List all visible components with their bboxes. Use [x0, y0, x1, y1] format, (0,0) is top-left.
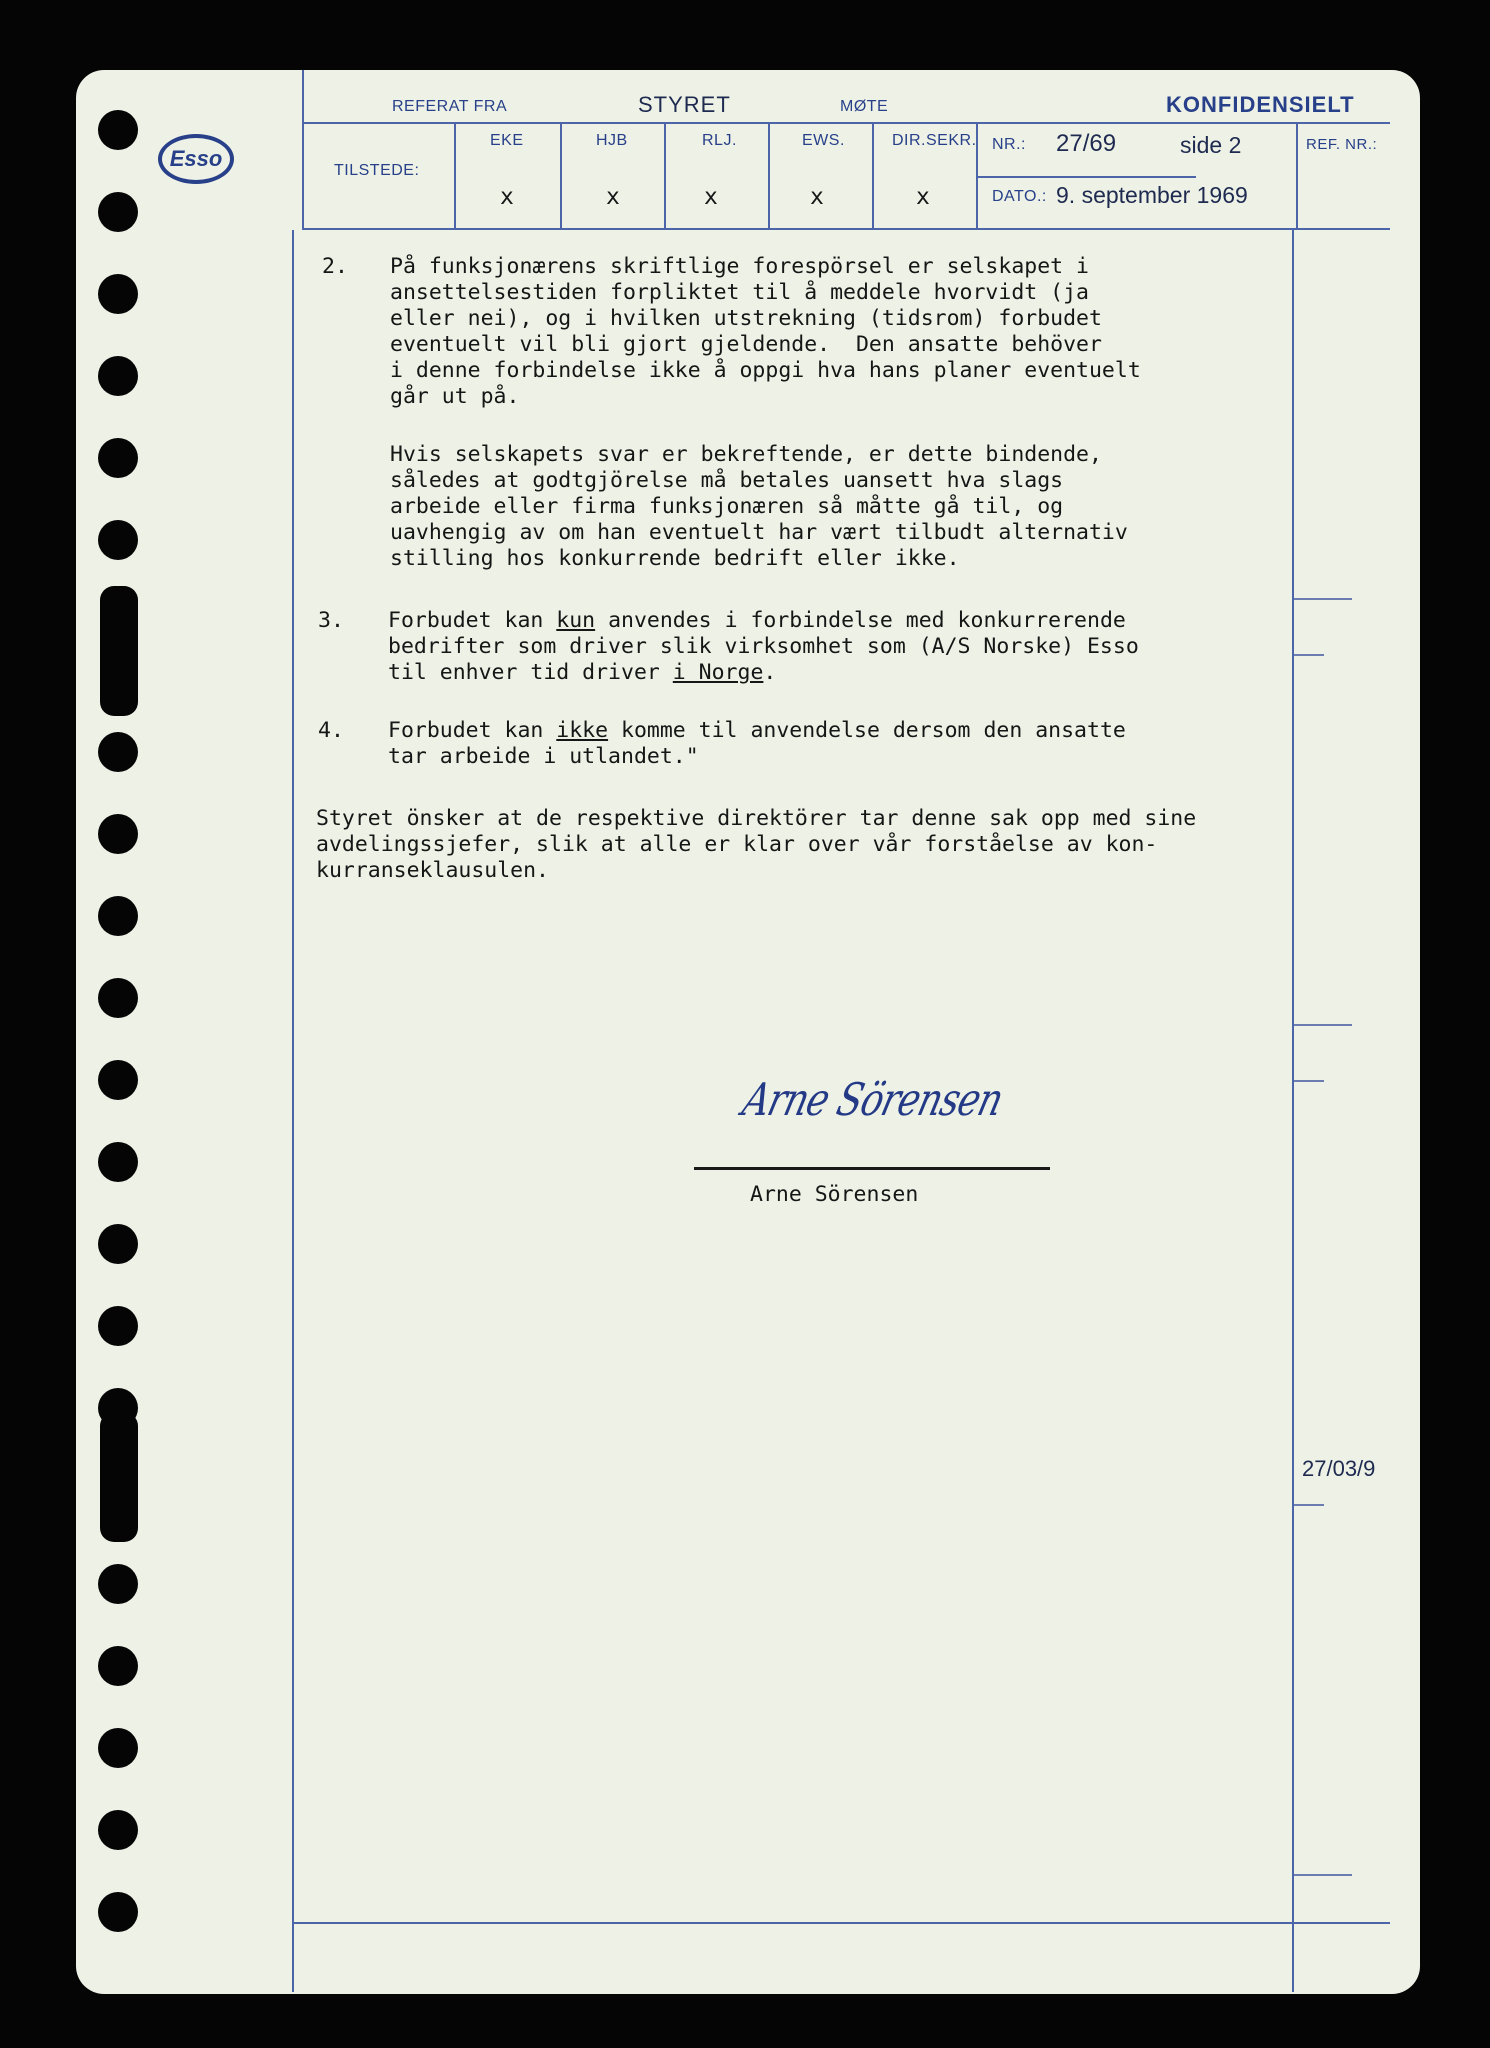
punch-hole-icon [98, 274, 138, 314]
punch-hole-icon [98, 1728, 138, 1768]
item-4-line-1: Forbudet kan ikke komme til anvendelse dersom den ansatte [388, 718, 1126, 743]
attendee-label: DIR.SEKR. [892, 132, 977, 149]
margin-note: 27/03/9 [1302, 1456, 1376, 1481]
punch-hole-icon [98, 1060, 138, 1100]
item-3-line-3: til enhver tid driver i Norge. [388, 660, 777, 685]
signer-name: Arne Sörensen [750, 1182, 919, 1207]
punch-hole-icon [98, 1306, 138, 1346]
punch-hole-icon [98, 732, 138, 772]
text-line: avdelingssjefer, slik at alle er klar over vår forståelse av kon- [316, 832, 1158, 857]
text-line: går ut på. [390, 384, 520, 409]
attendee-label: HJB [596, 132, 628, 149]
punch-slot-icon [100, 1412, 138, 1542]
attendee-mark: x [500, 184, 514, 210]
text-line: således at godtgjörelse må betales uansett hva slags [390, 468, 1064, 493]
text-line: uavhengig av om han eventuelt har vært tilbudt alternativ [390, 520, 1128, 545]
ref-nr-label: REF. NR.: [1306, 136, 1378, 153]
punch-hole-icon [98, 1142, 138, 1182]
punch-hole-icon [98, 520, 138, 560]
document-page [76, 70, 1420, 1994]
side-value: side 2 [1180, 132, 1242, 158]
item-4-line-2: tar arbeide i utlandet." [388, 744, 699, 769]
nr-value: 27/69 [1056, 130, 1117, 157]
item-2-number: 2. [322, 254, 348, 279]
item-3-number: 3. [318, 608, 344, 633]
nr-label: NR.: [992, 136, 1026, 153]
referat-fra-label: REFERAT FRA [392, 98, 508, 115]
attendee-mark: x [606, 184, 620, 210]
punch-slot-icon [100, 586, 138, 716]
text-line: arbeide eller firma funksjonæren så måtte gå til, og [390, 494, 1064, 519]
tilstede-label: TILSTEDE: [334, 162, 420, 179]
text-line: stilling hos konkurrende bedrift eller ikke. [390, 546, 960, 571]
attendee-label: EWS. [802, 132, 845, 149]
punch-hole-icon [98, 356, 138, 396]
text-line: Styret önsker at de respektive direktörer tar denne sak opp med sine [316, 806, 1197, 831]
mote-label: MØTE [840, 98, 889, 115]
punch-hole-icon [98, 814, 138, 854]
item-3-line-2: bedrifter som driver slik virksomhet som (A/S Norske) Esso [388, 634, 1139, 659]
text-line: eller nei), og i hvilken utstrekning (tidsrom) forbudet [390, 306, 1102, 331]
logo-text: Esso [169, 146, 223, 171]
text-line: ansettelsestiden forpliktet til å meddele hvorvidt (ja [390, 280, 1089, 305]
attendee-label: EKE [490, 132, 524, 149]
punch-hole-icon [98, 978, 138, 1018]
dato-value: 9. september 1969 [1056, 182, 1248, 208]
attendee-mark: x [704, 184, 718, 210]
punch-hole-icon [98, 1646, 138, 1686]
text-line: eventuelt vil bli gjort gjeldende. Den ansatte behöver [390, 332, 1102, 357]
dato-label: DATO.: [992, 188, 1047, 205]
punch-hole-icon [98, 110, 138, 150]
punch-hole-icon [98, 192, 138, 232]
confidential-label: KONFIDENSIELT [1166, 92, 1355, 117]
text-line: kurranseklausulen. [316, 858, 549, 883]
punch-hole-icon [98, 438, 138, 478]
punch-hole-icon [98, 1224, 138, 1264]
attendee-mark: x [810, 184, 824, 210]
text-line: i denne forbindelse ikke å oppgi hva hans planer eventuelt [390, 358, 1141, 383]
punch-hole-icon [98, 1810, 138, 1850]
punch-hole-icon [98, 896, 138, 936]
punch-hole-icon [98, 1892, 138, 1932]
meeting-body: STYRET [638, 92, 731, 117]
punch-hole-icon [98, 1564, 138, 1604]
signature-line [694, 1167, 1050, 1170]
item-3-line-1: Forbudet kan kun anvendes i forbindelse med konkurrerende [388, 608, 1126, 633]
item-4-number: 4. [318, 718, 344, 743]
esso-logo-icon [158, 134, 234, 184]
text-line: Hvis selskapets svar er bekreftende, er dette bindende, [390, 442, 1102, 467]
attendee-label: RLJ. [702, 132, 737, 149]
attendee-mark: x [916, 184, 930, 210]
handwritten-signature: Arne Sörensen [737, 1074, 1008, 1127]
text-line: På funksjonærens skriftlige forespörsel er selskapet i [390, 254, 1089, 279]
